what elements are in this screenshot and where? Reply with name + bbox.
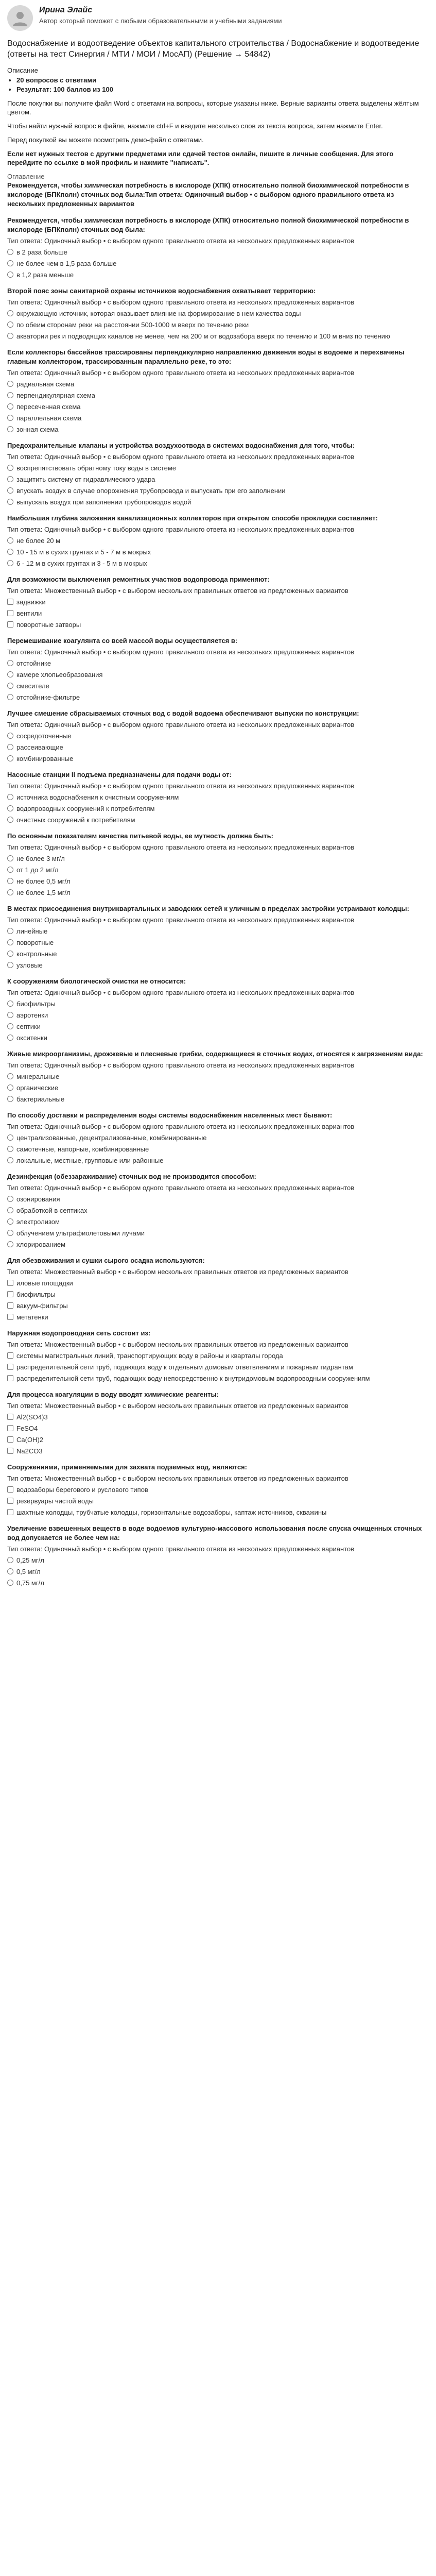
question-title: По основным показателям качества питьевой воды, ее мутность должна быть: — [7, 832, 273, 840]
answer-option-label: зонная схема — [16, 426, 59, 433]
radio-icon[interactable] — [7, 1134, 13, 1141]
answer-option[interactable] — [7, 270, 429, 279]
answer-option[interactable] — [7, 559, 429, 568]
question-block — [7, 1172, 429, 1249]
answer-option-label: Al2(SO4)3 — [16, 1413, 48, 1421]
question-block — [7, 904, 429, 970]
answer-option-label: Ca(OH)2 — [16, 1436, 44, 1444]
answer-option[interactable] — [7, 693, 429, 702]
answer-option-label: самотечные, напорные, комбинированные — [16, 1145, 149, 1153]
answer-option[interactable] — [7, 391, 429, 400]
question-block — [7, 709, 429, 763]
radio-icon[interactable] — [7, 1157, 13, 1163]
answer-option[interactable] — [7, 888, 429, 897]
user-icon — [11, 9, 29, 27]
radio-icon[interactable] — [7, 392, 13, 398]
answer-option-label: биофильтры — [16, 1000, 56, 1008]
question-title: Для обезвоживания и сушки сырого осадка используются: — [7, 1257, 205, 1264]
checkbox-icon[interactable] — [7, 1486, 13, 1493]
answer-option-label: аэротенки — [16, 1011, 48, 1019]
author-card — [7, 5, 429, 31]
radio-icon[interactable] — [7, 403, 13, 410]
answer-option-label: вакуум-фильтры — [16, 1302, 68, 1310]
answer-option-label: отстойнике-фильтре — [16, 693, 80, 701]
answer-option[interactable] — [7, 754, 429, 763]
answer-type: Тип ответа: Множественный выбор • с выбором нескольких правильных ответов из предложенных вариантов — [7, 1268, 348, 1276]
question-title: К сооружениям биологической очистки не относится: — [7, 977, 186, 985]
answer-option[interactable] — [7, 1374, 429, 1383]
radio-icon[interactable] — [7, 755, 13, 761]
answer-option[interactable] — [7, 816, 429, 824]
radio-icon[interactable] — [7, 928, 13, 934]
question-title: Лучшее смешение сбрасываемых сточных вод с водой водоема обеспечивают выпуски по конструкции: — [7, 709, 359, 717]
answer-option[interactable] — [7, 877, 429, 886]
radio-icon[interactable] — [7, 1096, 13, 1102]
radio-icon[interactable] — [7, 1035, 13, 1041]
answer-option[interactable] — [7, 1497, 429, 1505]
answer-option[interactable] — [7, 414, 429, 422]
answer-option-label: задвижки — [16, 598, 46, 606]
answer-option[interactable] — [7, 682, 429, 690]
answer-option-label: не более чем в 1,5 раза больше — [16, 260, 117, 267]
answer-option-label: пересеченная схема — [16, 403, 81, 411]
question-block — [7, 770, 429, 824]
note-demo: Перед покупкой вы можете посмотреть демо-файл с ответами. — [7, 136, 204, 144]
answer-option[interactable] — [7, 1229, 429, 1238]
answer-option[interactable] — [7, 804, 429, 813]
answer-option-label: водопроводных сооружений к потребителям — [16, 805, 155, 812]
avatar[interactable] — [7, 5, 33, 31]
question-title: Перемешивание коагулянта со всей массой воды осуществляется в: — [7, 637, 238, 645]
answer-option-label: выпускать воздух при заполнении трубопроводов водой — [16, 498, 191, 506]
answer-option[interactable] — [7, 620, 429, 629]
answer-option-label: очистных сооружений к потребителям — [16, 816, 135, 824]
answer-option-label: облучением ультрафиолетовыми лучами — [16, 1229, 145, 1237]
question-block — [7, 1256, 429, 1321]
answer-type: Тип ответа: Множественный выбор • с выбором нескольких правильных ответов из предложенных вариантов — [7, 587, 348, 595]
answer-type: Тип ответа: Множественный выбор • с выбором нескольких правильных ответов из предложенных вариантов — [7, 1475, 348, 1482]
question-title: Если коллекторы бассейнов трассированы перпендикулярно направлению движения воды в водоеме и перехвачены главным коллектором, трассированным параллельно реке, то это: — [7, 348, 405, 365]
answer-option-label: распределительной сети труб, подающих воду непосредственно к внутридомовым водопроводным сооружениям — [16, 1375, 370, 1382]
radio-icon[interactable] — [7, 660, 13, 666]
question-block — [7, 441, 429, 506]
answer-option[interactable] — [7, 248, 429, 257]
answer-option[interactable] — [7, 1567, 429, 1576]
answer-option-label: шахтные колодцы, трубчатые колодцы, горизонтальные водозаборы, каптаж источников, скважины — [16, 1509, 327, 1516]
radio-icon[interactable] — [7, 1580, 13, 1586]
answer-option-label: поворотные — [16, 939, 54, 946]
answer-option[interactable] — [7, 1072, 429, 1081]
author-description: Автор который поможет с любыми образовательными и учебными заданиями — [39, 17, 282, 25]
radio-icon[interactable] — [7, 1012, 13, 1018]
radio-icon[interactable] — [7, 1073, 13, 1079]
question-title: Наибольшая глубина заложения канализационных коллекторов при открытом способе прокладки составляет: — [7, 514, 378, 522]
answer-option[interactable] — [7, 670, 429, 679]
answer-option-label: централизованные, децентрализованные, комбинированные — [16, 1134, 207, 1142]
question-block — [7, 348, 429, 434]
question-title: Второй пояс зоны санитарной охраны источников водоснабжения охватывает территорию: — [7, 287, 316, 295]
radio-icon[interactable] — [7, 476, 13, 482]
answer-option-label: распределительной сети труб, подающих воду к отдельным домовым ответвлениям и пожарным гидрантам — [16, 1363, 353, 1371]
answer-option-label: окружающую источник, которая оказывает влияние на формирование в нем качества воды — [16, 310, 301, 317]
answer-option[interactable] — [7, 536, 429, 545]
radio-icon[interactable] — [7, 333, 13, 339]
answer-option-label: метатенки — [16, 1313, 48, 1321]
answer-option-label: источника водоснабжения к очистным сооружениям — [16, 793, 179, 801]
checkbox-icon[interactable] — [7, 1352, 13, 1359]
question-block — [7, 636, 429, 702]
checkbox-icon[interactable] — [7, 1414, 13, 1420]
summary-item: • 20 вопросов с ответами — [16, 76, 429, 84]
answer-option[interactable] — [7, 927, 429, 936]
answer-option[interactable] — [7, 1485, 429, 1494]
radio-icon[interactable] — [7, 310, 13, 316]
checkbox-icon[interactable] — [7, 610, 13, 616]
radio-icon[interactable] — [7, 560, 13, 566]
radio-icon[interactable] — [7, 744, 13, 750]
answer-option-label: 0,75 мг/л — [16, 1579, 44, 1587]
answer-option[interactable] — [7, 1351, 429, 1360]
question-block — [7, 575, 429, 629]
answer-option[interactable] — [7, 402, 429, 411]
answer-option-label: от 1 до 2 мг/л — [16, 866, 59, 874]
answer-option-label: параллельная схема — [16, 414, 82, 422]
answer-option[interactable] — [7, 475, 429, 484]
radio-icon[interactable] — [7, 1241, 13, 1247]
answer-option-label: системы магистральных линий, транспортирующих воду в районы и кварталы города — [16, 1352, 283, 1360]
answer-type: Тип ответа: Одиночный выбор • с выбором одного правильного ответа из нескольких предложенных вариантов — [7, 843, 355, 851]
question-title: Сооружениями, применяемыми для захвата подземных вод, являются: — [7, 1463, 247, 1471]
radio-icon[interactable] — [7, 549, 13, 555]
radio-icon[interactable] — [7, 1001, 13, 1007]
answer-option[interactable] — [7, 332, 429, 341]
answer-option-label: сосредоточенные — [16, 732, 72, 740]
radio-icon[interactable] — [7, 1568, 13, 1574]
answer-option[interactable] — [7, 1508, 429, 1517]
radio-icon[interactable] — [7, 867, 13, 873]
answer-option-label: смесителе — [16, 682, 49, 690]
answer-option-label: FeSO4 — [16, 1425, 38, 1432]
answer-option-label: линейные — [16, 927, 48, 935]
question-title: Живые микроорганизмы, дрожжевые и плесневые грибки, содержащиеся в сточных водах, относятся к загрязнениям вида: — [7, 1050, 423, 1058]
answer-type: Тип ответа: Одиночный выбор • с выбором одного правильного ответа из нескольких предложенных вариантов — [7, 1061, 355, 1069]
answer-option[interactable] — [7, 793, 429, 802]
radio-icon[interactable] — [7, 889, 13, 895]
answer-option-label: рассеивающие — [16, 743, 63, 751]
question-title: По способу доставки и распределения воды системы водоснабжения населенных мест бывают: — [7, 1111, 333, 1119]
answer-option-label: впускать воздух в случае опорожнения трубопровода и выпускать при его заполнении — [16, 487, 286, 495]
answer-option[interactable] — [7, 309, 429, 318]
answer-option[interactable] — [7, 1301, 429, 1310]
radio-icon[interactable] — [7, 951, 13, 957]
answer-option-label: камере хлопьеобразования — [16, 671, 103, 679]
answer-type: Тип ответа: Одиночный выбор • с выбором одного правильного ответа из нескольких предложенных вариантов — [7, 648, 355, 656]
radio-icon[interactable] — [7, 683, 13, 689]
checkbox-icon[interactable] — [7, 1509, 13, 1515]
radio-icon[interactable] — [7, 671, 13, 677]
question-block — [7, 1524, 429, 1587]
question-block — [7, 1463, 429, 1517]
answer-option[interactable] — [7, 548, 429, 556]
answer-option[interactable] — [7, 498, 429, 506]
answer-option[interactable] — [7, 743, 429, 752]
question-block — [7, 216, 429, 279]
answer-type: Тип ответа: Одиночный выбор • с выбором одного правильного ответа из нескольких предложенных вариантов — [7, 1184, 355, 1192]
answer-option-label: 0,25 мг/л — [16, 1556, 44, 1564]
radio-icon[interactable] — [7, 1196, 13, 1202]
answer-type: Тип ответа: Одиночный выбор • с выбором одного правильного ответа из нескольких предложенных вариантов — [7, 989, 355, 996]
answer-option-label: комбинированные — [16, 755, 74, 762]
answer-option[interactable] — [7, 1447, 429, 1455]
question-block — [7, 1390, 429, 1455]
question-title: Дезинфекция (обеззараживание) сточных вод не производится способом: — [7, 1173, 256, 1180]
answer-option-label: в 2 раза больше — [16, 248, 67, 256]
answer-option-label: защитить систему от гидравлического удара — [16, 476, 155, 483]
question-list — [7, 181, 429, 1587]
radio-icon[interactable] — [7, 537, 13, 544]
checkbox-icon[interactable] — [7, 1291, 13, 1297]
answer-option[interactable] — [7, 1435, 429, 1444]
answer-option[interactable] — [7, 866, 429, 874]
note-contact: Если нет нужных тестов с другими предметами или сдачей тестов онлайн, пишите в личные сообщения. Для этого перейдите по ссылке в мой профиль и нажмите "написать". — [7, 150, 394, 166]
answer-option[interactable] — [7, 1156, 429, 1165]
radio-icon[interactable] — [7, 1084, 13, 1091]
answer-option-label: хлорированием — [16, 1241, 66, 1248]
answer-option[interactable] — [7, 1011, 429, 1020]
answer-option[interactable] — [7, 659, 429, 668]
radio-icon[interactable] — [7, 794, 13, 800]
contents-label: Оглавление — [7, 173, 45, 180]
question-block — [7, 832, 429, 897]
answer-option[interactable] — [7, 1195, 429, 1204]
answer-type: Тип ответа: Множественный выбор • с выбором нескольких правильных ответов из предложенных вариантов — [7, 1341, 348, 1348]
checkbox-icon[interactable] — [7, 1302, 13, 1309]
answer-option-label: узловые — [16, 961, 43, 969]
answer-option[interactable] — [7, 320, 429, 329]
radio-icon[interactable] — [7, 805, 13, 811]
answer-option[interactable] — [7, 1413, 429, 1421]
answer-option[interactable] — [7, 609, 429, 618]
answer-option[interactable] — [7, 1313, 429, 1321]
question-title: В местах присоединения внутриквартальных и заводских сетей к уличным в пределах застройки устраивают колодцы: — [7, 905, 409, 912]
answer-option-label: окситенки — [16, 1034, 47, 1042]
answer-type: Тип ответа: Одиночный выбор • с выбором одного правильного ответа из нескольких предложенных вариантов — [7, 453, 355, 461]
answer-option[interactable] — [7, 598, 429, 606]
radio-icon[interactable] — [7, 1207, 13, 1213]
radio-icon[interactable] — [7, 426, 13, 432]
radio-icon[interactable] — [7, 962, 13, 968]
answer-option-label: не более 20 м — [16, 537, 61, 545]
checkbox-icon[interactable] — [7, 1314, 13, 1320]
answer-option-label: водозаборы берегового и руслового типов — [16, 1486, 148, 1494]
answer-option-label: электролизом — [16, 1218, 60, 1226]
checkbox-icon[interactable] — [7, 1498, 13, 1504]
question-title: Рекомендуется, чтобы химическая потребность в кислороде (ХПК) относительно полной биохимической потребности в кислороде (БПКполн) сточных вод была:Тип ответа: Одиночный выбор • с выбором одного правильного ответа из нескольких предложенных вариантов — [7, 181, 409, 208]
answer-option-label: воспрепятствовать обратному току воды в системе — [16, 464, 176, 472]
answer-option-label: 0,5 мг/л — [16, 1568, 41, 1575]
answer-option-label: в 1,2 раза меньше — [16, 271, 74, 279]
radio-icon[interactable] — [7, 1230, 13, 1236]
answer-option-label: вентили — [16, 609, 42, 617]
answer-type: Тип ответа: Одиночный выбор • с выбором одного правильного ответа из нескольких предложенных вариантов — [7, 721, 355, 728]
checkbox-icon[interactable] — [7, 1448, 13, 1454]
answer-type: Тип ответа: Одиночный выбор • с выбором одного правильного ответа из нескольких предложенных вариантов — [7, 298, 355, 306]
answer-option-label: поворотные затворы — [16, 621, 81, 629]
answer-option-label: акватории рек и подводящих каналов не менее, чем на 200 м от водозабора вверх по течению и 100 м вниз по течению — [16, 332, 390, 340]
question-block — [7, 514, 429, 568]
radio-icon[interactable] — [7, 733, 13, 739]
answer-option-label: перпендикулярная схема — [16, 392, 96, 399]
answer-option-label: не более 3 мг/л — [16, 855, 65, 862]
radio-icon[interactable] — [7, 1218, 13, 1225]
answer-option[interactable] — [7, 464, 429, 472]
question-title: Для процесса коагуляции в воду вводят химические реагенты: — [7, 1391, 219, 1398]
answer-type: Тип ответа: Одиночный выбор • с выбором одного правильного ответа из нескольких предложенных вариантов — [7, 782, 355, 790]
answer-option[interactable] — [7, 1424, 429, 1433]
answer-option[interactable] — [7, 1290, 429, 1299]
question-title: Наружная водопроводная сеть состоит из: — [7, 1329, 151, 1337]
question-block — [7, 181, 429, 209]
note-search: Чтобы найти нужный вопрос в файле, нажмите ctrl+F и введите несколько слов из текста вопроса, затем нажмите Enter. — [7, 122, 383, 130]
answer-option-label: контрольные — [16, 950, 57, 958]
answer-option-label: резервуары чистой воды — [16, 1497, 94, 1505]
answer-type: Тип ответа: Одиночный выбор • с выбором одного правильного ответа из нескольких предложенных вариантов — [7, 1123, 355, 1130]
answer-option-label: Na2CO3 — [16, 1447, 43, 1455]
answer-option-label: не более 0,5 мг/л — [16, 877, 71, 885]
answer-type: Тип ответа: Множественный выбор • с выбором нескольких правильных ответов из предложенных вариантов — [7, 1402, 348, 1410]
page-title: Водоснабжение и водоотведение объектов капитального строительства / Водоснабжение и водоотведение (ответы на тест Синергия / МТИ / МОИ / МосАП) (Решение → 54842) — [7, 39, 420, 59]
checkbox-icon[interactable] — [7, 1280, 13, 1286]
answer-option[interactable] — [7, 999, 429, 1008]
answer-type: Тип ответа: Одиночный выбор • с выбором одного правильного ответа из нескольких предложенных вариантов — [7, 369, 355, 377]
answer-option[interactable] — [7, 259, 429, 268]
question-title: Насосные станции II подъема предназначены для подачи воды от: — [7, 771, 232, 778]
answer-option[interactable] — [7, 1083, 429, 1092]
radio-icon[interactable] — [7, 817, 13, 823]
summary-list — [16, 76, 429, 94]
answer-option[interactable] — [7, 950, 429, 958]
answer-option[interactable] — [7, 1206, 429, 1215]
radio-icon[interactable] — [7, 249, 13, 255]
answer-option[interactable] — [7, 854, 429, 863]
answer-option-label: отстойнике — [16, 659, 51, 667]
answer-option[interactable] — [7, 961, 429, 970]
checkbox-icon[interactable] — [7, 1375, 13, 1381]
answer-option-label: минеральные — [16, 1073, 60, 1080]
radio-icon[interactable] — [7, 465, 13, 471]
answer-option-label: бактериальные — [16, 1095, 65, 1103]
answer-option[interactable] — [7, 1033, 429, 1042]
radio-icon[interactable] — [7, 1557, 13, 1563]
question-block — [7, 286, 429, 341]
answer-type: Тип ответа: Одиночный выбор • с выбором одного правильного ответа из нескольких предложенных вариантов — [7, 526, 355, 533]
question-block — [7, 1049, 429, 1104]
summary-item: • Результат: 100 баллов из 100 — [16, 85, 429, 94]
answer-option-label: локальные, местные, групповые или районные — [16, 1157, 164, 1164]
question-block — [7, 1329, 429, 1383]
question-block — [7, 1111, 429, 1165]
radio-icon[interactable] — [7, 1146, 13, 1152]
answer-option[interactable] — [7, 938, 429, 947]
answer-option-label: по обеим сторонам реки на расстоянии 500-1000 м вверх по течению реки — [16, 321, 249, 329]
answer-option-label: биофильтры — [16, 1291, 56, 1298]
radio-icon[interactable] — [7, 855, 13, 861]
question-title: Рекомендуется, чтобы химическая потребность в кислороде (ХПК) относительно полной биохимической потребности в кислороде (БПКполн) сточных вод была: — [7, 216, 409, 233]
radio-icon[interactable] — [7, 381, 13, 387]
checkbox-icon[interactable] — [7, 1425, 13, 1431]
radio-icon[interactable] — [7, 939, 13, 945]
answer-option-label: озонирования — [16, 1195, 60, 1203]
answer-option-label: септики — [16, 1023, 41, 1030]
checkbox-icon[interactable] — [7, 599, 13, 605]
answer-option[interactable] — [7, 1145, 429, 1154]
answer-option[interactable] — [7, 1363, 429, 1371]
note-purchase: После покупки вы получите файл Word с ответами на вопросы, которые указаны ниже. Верные варианты ответа выделены жёлтым цветом. — [7, 99, 419, 116]
answer-option[interactable] — [7, 1217, 429, 1226]
author-name[interactable]: Ирина Элайс — [39, 6, 93, 14]
radio-icon[interactable] — [7, 415, 13, 421]
answer-option[interactable] — [7, 1240, 429, 1249]
radio-icon[interactable] — [7, 272, 13, 278]
answer-option[interactable] — [7, 486, 429, 495]
radio-icon[interactable] — [7, 499, 13, 505]
question-title: Увеличение взвешенных веществ в воде водоемов культурно-массового использования после спуска очищенных сточных вод допускается не более чем на: — [7, 1524, 422, 1541]
answer-type: Тип ответа: Одиночный выбор • с выбором одного правильного ответа из нескольких предложенных вариантов — [7, 1545, 355, 1553]
radio-icon[interactable] — [7, 694, 13, 700]
answer-option[interactable] — [7, 1133, 429, 1142]
answer-option[interactable] — [7, 1579, 429, 1587]
answer-option[interactable] — [7, 380, 429, 388]
checkbox-icon[interactable] — [7, 1364, 13, 1370]
checkbox-icon[interactable] — [7, 1436, 13, 1443]
answer-option[interactable] — [7, 1279, 429, 1287]
answer-option[interactable] — [7, 1022, 429, 1031]
answer-option-label: радиальная схема — [16, 380, 75, 388]
answer-option-label: не более 1,5 мг/л — [16, 889, 71, 896]
checkbox-icon[interactable] — [7, 621, 13, 628]
answer-option-label: органические — [16, 1084, 59, 1092]
answer-type: Тип ответа: Одиночный выбор • с выбором одного правильного ответа из нескольких предложенных вариантов — [7, 916, 355, 924]
answer-option-label: обработкой в септиках — [16, 1207, 88, 1214]
answer-option[interactable] — [7, 425, 429, 434]
radio-icon[interactable] — [7, 1023, 13, 1029]
answer-option-label: 10 - 15 м в сухих грунтах и 5 - 7 м в мокрых — [16, 548, 151, 556]
question-title: Для возможности выключения ремонтных участков водопровода применяют: — [7, 575, 270, 583]
answer-option[interactable] — [7, 1095, 429, 1104]
radio-icon[interactable] — [7, 878, 13, 884]
answer-type: Тип ответа: Одиночный выбор • с выбором одного правильного ответа из нескольких предложенных вариантов — [7, 237, 355, 245]
radio-icon[interactable] — [7, 487, 13, 494]
question-title: Предохранительные клапаны и устройства воздухоотвода в системах водоснабжения для того, чтобы: — [7, 442, 355, 449]
description-label: Описание — [7, 66, 38, 74]
radio-icon[interactable] — [7, 260, 13, 266]
question-block — [7, 977, 429, 1042]
answer-option[interactable] — [7, 732, 429, 740]
answer-option[interactable] — [7, 1556, 429, 1565]
radio-icon[interactable] — [7, 321, 13, 328]
answer-option-label: иловые площадки — [16, 1279, 73, 1287]
answer-option-label: 6 - 12 м в сухих грунтах и 3 - 5 м в мокрых — [16, 560, 147, 567]
author-info — [39, 5, 282, 25]
